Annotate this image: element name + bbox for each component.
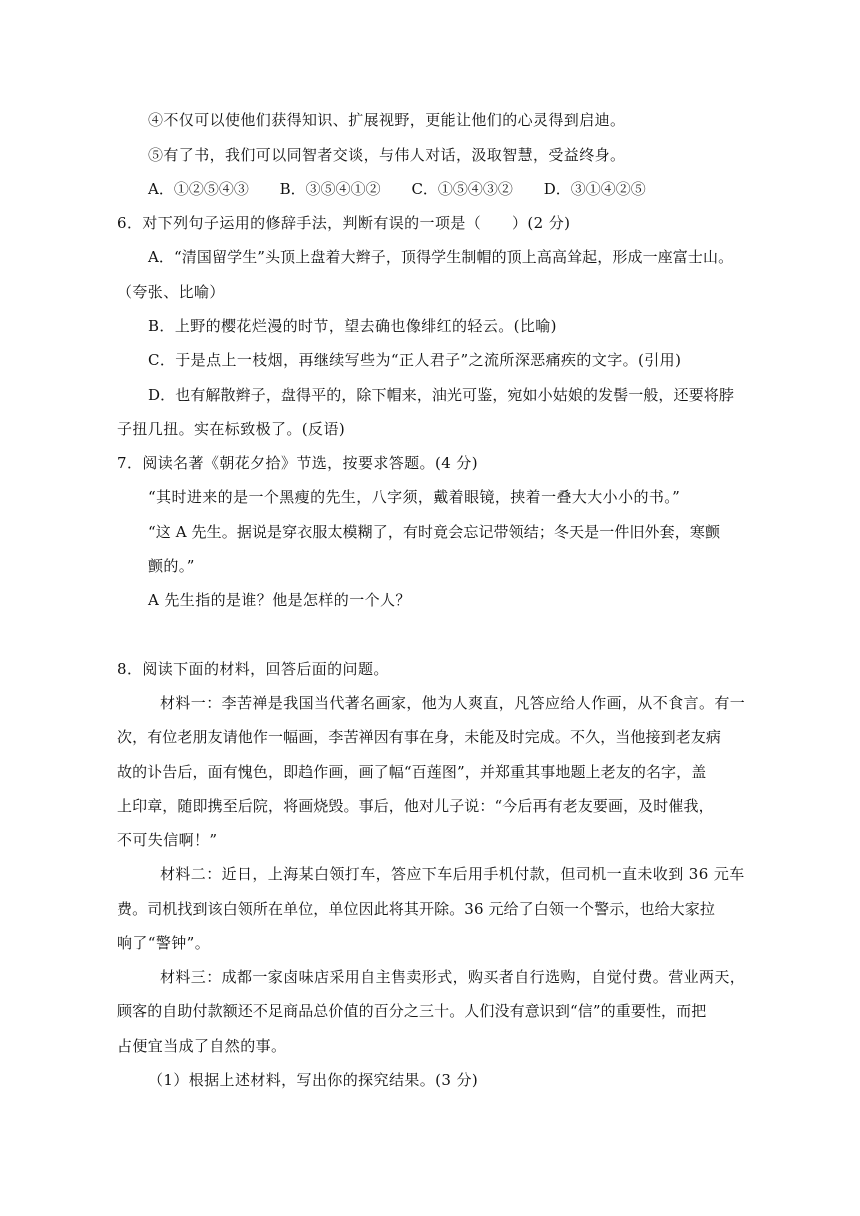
q8-stem: 8．阅读下面的材料，回答后面的问题。 bbox=[117, 660, 389, 678]
material-2-line3: 响了“警钟”。 bbox=[117, 934, 211, 952]
q7-quote-2-line2: 颤的。” bbox=[148, 557, 195, 575]
q6-option-d-line1: D．也有解散辫子，盘得平的，除下帽来，油光可鉴，宛如小姑娘的发髻一般，还要将脖 bbox=[148, 386, 734, 404]
q6-option-c: C．于是点上一枝烟，再继续写些为“正人君子”之流所深恶痛疾的文字。(引用) bbox=[148, 351, 682, 369]
q5-option-b: B．③⑤④①② bbox=[279, 180, 381, 198]
material-3-line3: 占便宜当成了自然的事。 bbox=[117, 1037, 287, 1055]
q6-stem: 6．对下列句子运用的修辞手法，判断有误的一项是（ ）(2 分) bbox=[117, 214, 571, 232]
q7-quote-2-line1: “这 A 先生。据说是穿衣服太模糊了，有时竟会忘记带领结；冬天是一件旧外套，寒颤 bbox=[148, 523, 721, 541]
q5-option-c: C．①⑤④③② bbox=[411, 180, 513, 198]
q6-option-a-line2: （夸张、比喻） bbox=[117, 283, 225, 301]
q5-options bbox=[148, 179, 672, 199]
material-1-line4: 上印章，随即携至后院，将画烧毁。事后，他对儿子说：“今后再有老友要画，及时催我， bbox=[117, 797, 714, 815]
q6-option-a-line1: A．“清国留学生”头顶上盘着大辫子，顶得学生制帽的顶上高高耸起，形成一座富士山。 bbox=[148, 248, 734, 266]
material-2-line2: 费。司机找到该白领所在单位，单位因此将其开除。36 元给了白领一个警示，也给大家拉 bbox=[117, 900, 715, 918]
q7-question: A 先生指的是谁？他是怎样的一个人？ bbox=[148, 591, 411, 609]
material-1-line5: 不可失信啊！” bbox=[117, 831, 218, 849]
q8-subquestion-1: （1）根据上述材料，写出你的探究结果。(3 分) bbox=[148, 1071, 479, 1089]
q6-option-b: B．上野的樱花烂漫的时节，望去确也像绯红的轻云。(比喻) bbox=[148, 317, 557, 335]
material-3-line2: 顾客的自助付款额还不足商品总价值的百分之三十。人们没有意识到“信”的重要性，而把 bbox=[117, 1002, 707, 1020]
q5-option-d: D．③①④②⑤ bbox=[543, 180, 646, 198]
material-1-line2: 次，有位老朋友请他作一幅画，李苦禅因有事在身，未能及时完成。不久，当他接到老友病 bbox=[117, 728, 722, 746]
material-1-line3: 故的讣告后，面有愧色，即趋作画，画了幅“百莲图”，并郑重其事地题上老友的名字，盖 bbox=[117, 763, 707, 781]
q5-item-5: ⑤有了书，我们可以同智者交谈，与伟人对话，汲取智慧，受益终身。 bbox=[148, 146, 626, 164]
q5-item-4: ④不仅可以使他们获得知识、扩展视野，更能让他们的心灵得到启迪。 bbox=[148, 111, 626, 129]
material-2-line1: 材料二：近日，上海某白领打车，答应下车后用手机付款，但司机一直未收到 36 元车 bbox=[160, 865, 745, 883]
q7-quote-1: “其时进来的是一个黑瘦的先生，八字须，戴着眼镜，挟着一叠大大小小的书。” bbox=[148, 488, 681, 506]
material-1-line1: 材料一：李苦禅是我国当代著名画家，他为人爽直，凡答应给人作画，从不食言。有一 bbox=[160, 694, 746, 712]
material-3-line1: 材料三：成都一家卤味店采用自主售卖形式，购买者自行选购，自觉付费。营业两天， bbox=[160, 968, 746, 986]
q5-option-a: A．①②⑤④③ bbox=[148, 180, 249, 198]
q6-option-d-line2: 子扭几扭。实在标致极了。(反语) bbox=[117, 420, 346, 438]
q7-stem: 7．阅读名著《朝花夕拾》节选，按要求答题。(4 分) bbox=[117, 454, 478, 472]
